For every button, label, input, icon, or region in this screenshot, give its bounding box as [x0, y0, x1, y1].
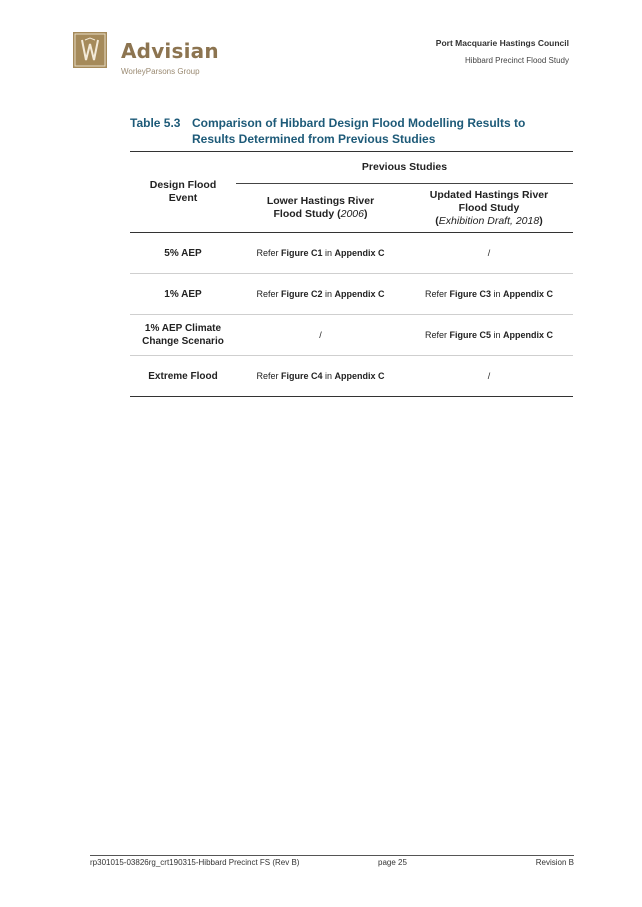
header-updated-hastings: Updated Hastings River Flood Study (Exhibition Draft, 2018)	[405, 184, 573, 233]
table-title: Comparison of Hibbard Design Flood Modelling Results to Results Determined from Previous Studies	[192, 116, 526, 146]
header-design-flood-event: Design Flood Event	[130, 152, 236, 233]
lower-study-cell: Refer Figure C4 in Appendix C	[236, 356, 405, 397]
updated-study-note: Exhibition Draft, 2018	[438, 214, 540, 227]
client-name: Port Macquarie Hastings Council	[435, 38, 569, 48]
updated-study-cell: /	[405, 356, 573, 397]
updated-study-cell: /	[405, 233, 573, 274]
lower-study-year: 2006	[340, 208, 364, 220]
footer-doc-ref: rp301015-03826rg_crt190315-Hibbard Precinct FS (Rev B)	[90, 858, 300, 867]
table-row	[130, 233, 573, 274]
footer-revision: Revision B	[535, 858, 574, 867]
document-header	[436, 38, 569, 65]
advisian-logo	[73, 32, 219, 76]
lower-study-cell: /	[236, 315, 405, 356]
project-name: Hibbard Precinct Flood Study	[464, 56, 569, 65]
table-row	[130, 315, 573, 356]
event-cell: 1% AEP Climate Change Scenario	[130, 315, 236, 356]
header-previous-studies: Previous Studies	[361, 161, 448, 173]
header-lower-hastings: Lower Hastings River Flood Study (2006)	[236, 184, 405, 233]
event-cell: Extreme Flood	[130, 356, 236, 397]
table-caption	[130, 115, 570, 147]
footer-divider	[90, 855, 574, 856]
event-cell: 5% AEP	[130, 233, 236, 274]
updated-study-cell: Refer Figure C5 in Appendix C	[405, 315, 573, 356]
logo-emblem-icon	[73, 32, 107, 68]
table-row	[130, 274, 573, 315]
event-cell: 1% AEP	[130, 274, 236, 315]
logo-name: Advisian	[121, 39, 219, 63]
footer-page-number: page 25	[378, 858, 407, 867]
logo-subtitle: WorleyParsons Group	[121, 67, 200, 76]
updated-study-cell: Refer Figure C3 in Appendix C	[405, 274, 573, 315]
table-row	[130, 356, 573, 397]
lower-study-cell: Refer Figure C2 in Appendix C	[236, 274, 405, 315]
lower-study-cell: Refer Figure C1 in Appendix C	[236, 233, 405, 274]
table-number: Table 5.3	[130, 116, 181, 130]
comparison-table	[130, 151, 573, 397]
